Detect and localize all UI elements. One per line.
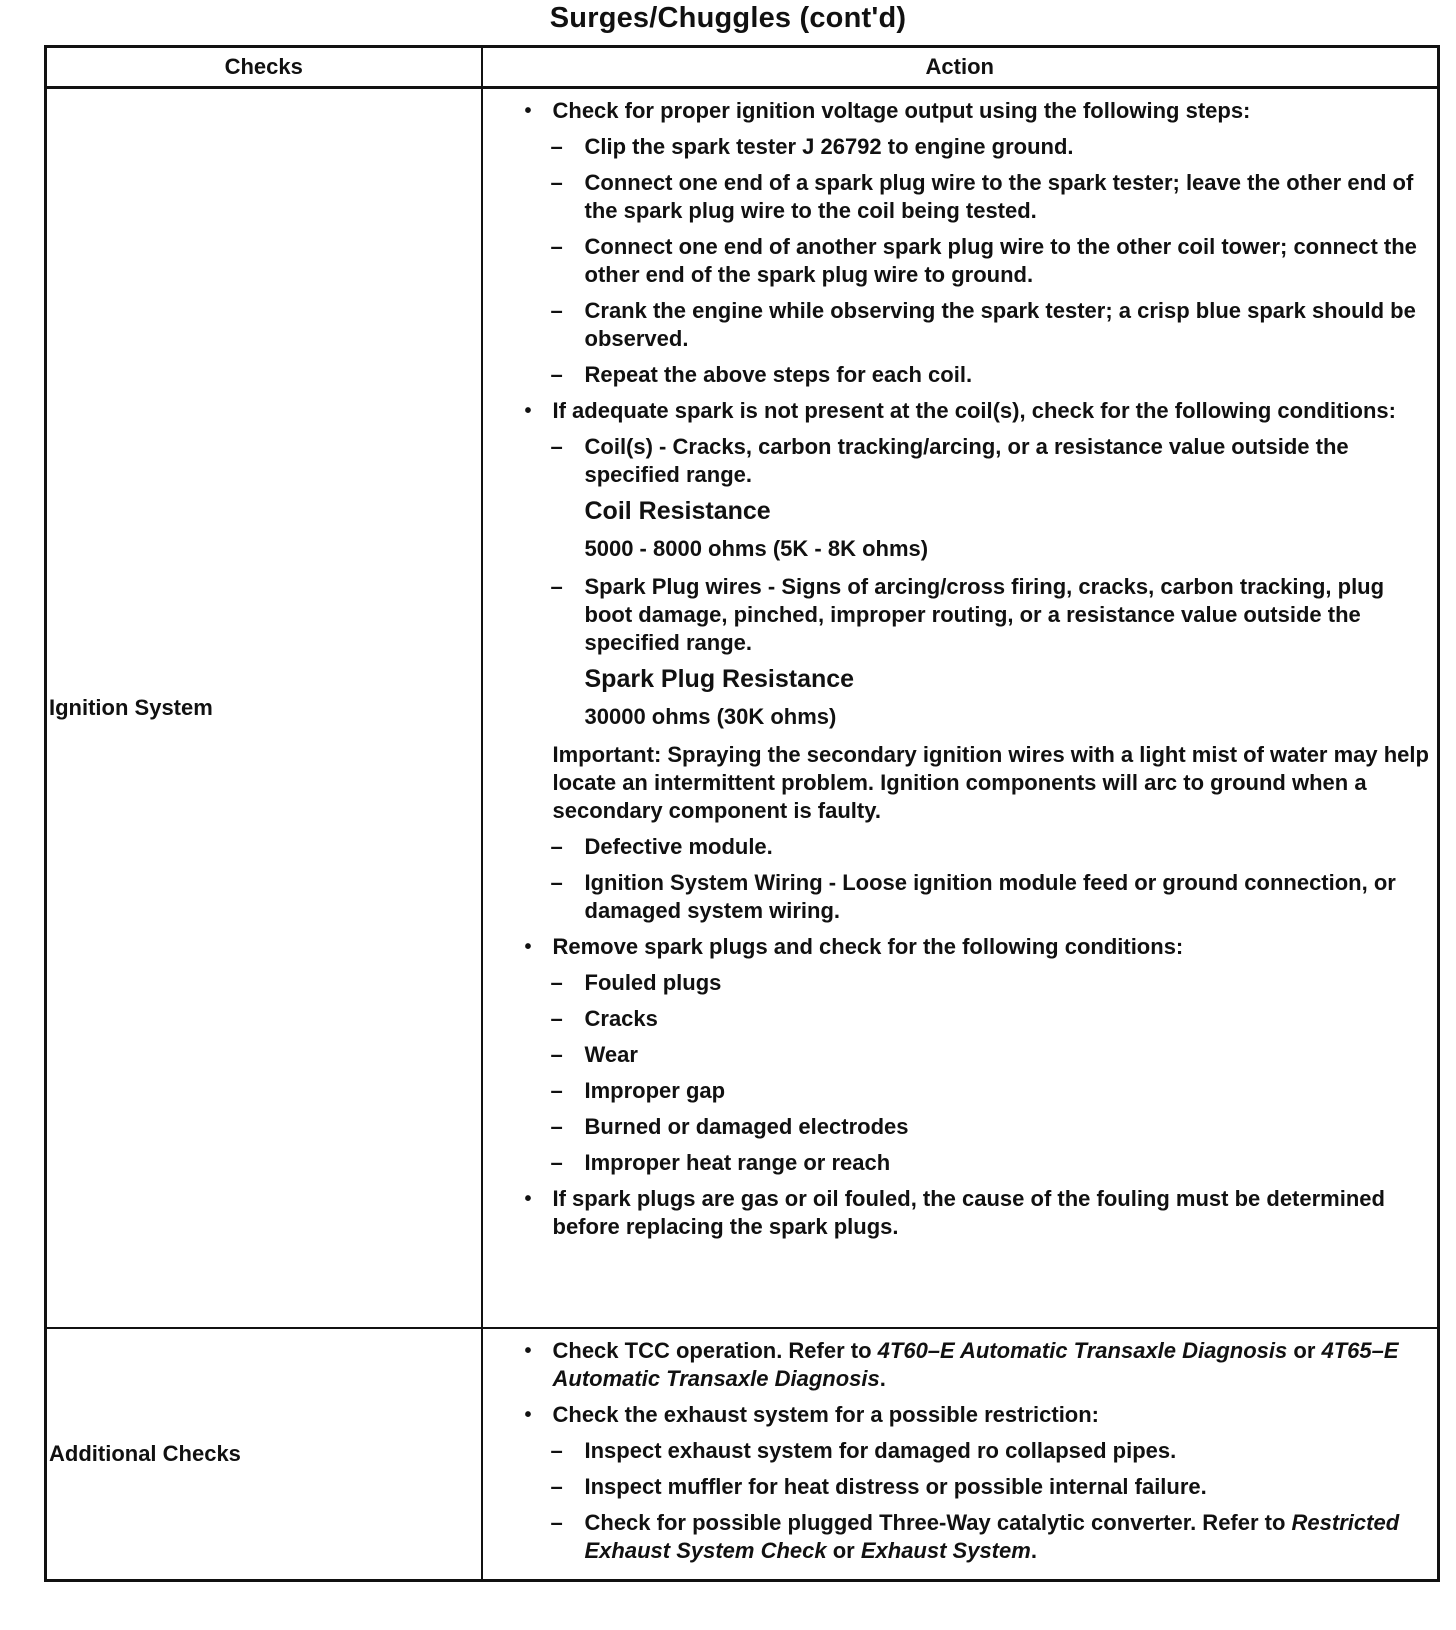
reference-link: Restricted Exhaust System Check [584,1510,1400,1563]
list-item: – Coil(s) - Cracks, carbon tracking/arcing, or a resistance value outside the specified range. [521,433,1430,489]
table-row-ignition-system [46,88,1439,1329]
list-item: • If adequate spark is not present at the coil(s), check for the following conditions: [521,397,1430,425]
text-segment: Check for possible plugged Three-Way catalytic converter. Refer to [584,1510,1292,1535]
reference-link: 4T60–E Automatic Transaxle Diagnosis [877,1338,1288,1363]
text-segment: Check TCC operation. Refer to [552,1338,878,1363]
list-item: – Clip the spark tester J 26792 to engine ground. [521,133,1430,161]
list-item [521,1337,1430,1393]
reference-link: 4T65–E Automatic Transaxle Diagnosis [552,1338,1399,1391]
reference-link: Exhaust System [860,1538,1031,1563]
action-additional-checks [482,1328,1439,1581]
list-item: • Check the exhaust system for a possible restriction: [521,1401,1430,1429]
list-item: – Defective module. [521,833,1430,861]
page-title: Surges/Chuggles (cont'd) [549,2,907,34]
list-item: – Connect one end of another spark plug wire to the other coil tower; connect the other end of the spark plug wire to ground. [521,233,1430,289]
list-item: – Inspect exhaust system for damaged ro collapsed pipes. [521,1437,1430,1465]
header-action: Action [482,47,1439,88]
list-item: – Improper heat range or reach [521,1149,1430,1177]
spark-plug-resistance-heading: Spark Plug Resistance [584,665,855,693]
list-item [521,1509,1430,1565]
list-item: – Fouled plugs [521,969,1430,997]
text-segment: or [826,1538,861,1563]
important-text: Spraying the secondary ignition wires with a light mist of water may help locate an intermittent problem. Ignition components will arc to ground when a secondary component is faulty. [552,742,1429,823]
list-item: • Remove spark plugs and check for the following conditions: [521,933,1430,961]
list-item: – Inspect muffler for heat distress or possible internal failure. [521,1473,1430,1501]
list-item: • Check for proper ignition voltage output using the following steps: [521,97,1430,125]
diagnostic-table [44,45,1440,1582]
list-item: – Spark Plug wires - Signs of arcing/cross firing, cracks, carbon tracking, plug boot damage, pinched, improper routing, or a resistance value outside the specified range. [521,573,1430,657]
text-segment: . [879,1366,886,1391]
list-item: – Cracks [521,1005,1430,1033]
check-ignition-system: Ignition System [46,88,482,1329]
list-item: – Connect one end of a spark plug wire to the spark tester; leave the other end of the spark plug wire to the coil being tested. [521,169,1430,225]
table-header-row [46,47,1439,88]
list-item: – Repeat the above steps for each coil. [521,361,1430,389]
list-item: – Crank the engine while observing the spark tester; a crisp blue spark should be observed. [521,297,1430,353]
check-additional-checks: Additional Checks [46,1328,482,1581]
list-item: • If spark plugs are gas or oil fouled, the cause of the fouling must be determined before replacing the spark plugs. [521,1185,1430,1241]
spark-plug-resistance-value: 30000 ohms (30K ohms) [584,704,837,729]
list-item: – Wear [521,1041,1430,1069]
list-item: – Improper gap [521,1077,1430,1105]
text-segment: . [1030,1538,1037,1563]
text-segment: or [1287,1338,1322,1363]
important-note [521,741,1430,825]
list-item: – Ignition System Wiring - Loose ignition module feed or ground connection, or damaged system wiring. [521,869,1430,925]
header-checks: Checks [46,47,482,88]
list-item: – Burned or damaged electrodes [521,1113,1430,1141]
coil-resistance-heading: Coil Resistance [584,497,771,525]
important-label: Important: [552,742,662,767]
coil-resistance-value: 5000 - 8000 ohms (5K - 8K ohms) [584,536,929,561]
table-row-additional-checks [46,1328,1439,1581]
action-ignition-system [482,88,1439,1329]
